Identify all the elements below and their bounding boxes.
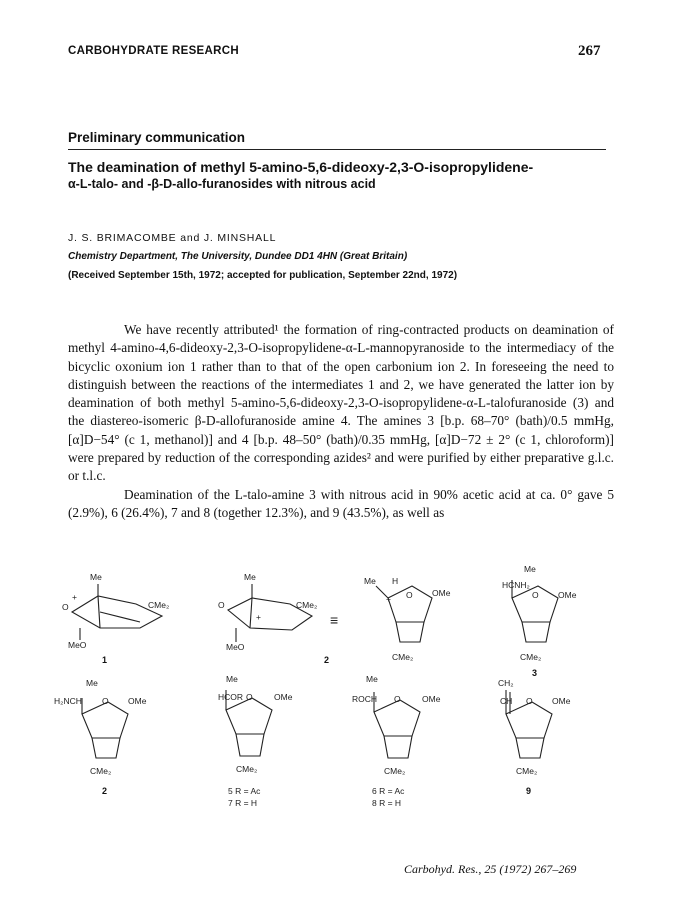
label-o-9: O [526,696,533,706]
label-ome-5: OMe [274,692,293,702]
label-o-1: O [62,602,69,612]
journal-name: CARBOHYDRATE RESEARCH [68,45,239,57]
structure-2b [376,586,432,642]
label-me-4: Me [86,678,98,688]
article-body [68,321,614,522]
structure-1 [72,584,162,640]
page-number: 267 [578,43,601,59]
label-roch-6: ROCH [352,694,378,704]
label-meo-1: MeO [68,640,87,650]
label-me-2b: Me [364,576,376,586]
label-plus-1: + [72,592,77,602]
article-title [68,159,608,193]
label-cme2-9: CMe₂ [516,766,538,776]
structure-4 [82,698,128,758]
label-h-2b: H [392,576,399,586]
paragraph-2: Deamination of the L-talo-amine 3 with nitrous acid in 90% acetic acid at ca. 0° gave 5 (2.9%), 6 (26.4%), 7 and 8 (together 12.3%), and 9 (43.5%), as well as [68,486,614,520]
section-divider [68,149,606,150]
citation-footer: Carbohyd. Res., 25 (1972) 267–269 [404,862,577,876]
title-line-2: α-L-talo- and -β-D-allo-furanosides with nitrous acid [68,177,376,191]
compound-number-9: 9 [526,786,532,796]
legend-6: 6 R = Ac [372,786,405,796]
legend-8: 8 R = H [372,798,402,808]
label-cme2-1: CMe₂ [148,600,170,610]
label-meo-2a: MeO [226,642,245,652]
compound-number-1: 1 [102,655,108,665]
received-dates: (Received September 15th, 1972; accepted for publication, September 22nd, 1972) [68,270,458,281]
label-o-2a: O [218,600,225,610]
label-cme2-3: CMe₂ [520,652,542,662]
label-hcnh2-3: HCNH₂ [502,580,530,590]
label-cme2-6: CMe₂ [384,766,406,776]
compound-number-4: 2 [102,786,108,796]
label-o-5: O [246,692,253,702]
label-me-2a: Me [244,572,256,582]
label-o-2b: O [406,590,413,600]
structure-2a [228,584,312,642]
label-o-3: O [532,590,539,600]
reaction-scheme [40,560,650,830]
label-o-4: O [102,696,109,706]
label-ch2-9: CH₂ [498,678,514,688]
label-o-6: O [394,694,401,704]
compound-number-3: 3 [532,668,538,678]
label-cme2-2a: CMe₂ [296,600,318,610]
compound-number-2: 2 [324,655,330,665]
label-ome-4: OMe [128,696,147,706]
authors: J. S. BRIMACOMBE and J. MINSHALL [68,232,277,244]
label-plus-2a: + [256,612,261,622]
label-plus-2b: + [386,594,391,604]
label-cme2-4: CMe₂ [90,766,112,776]
label-ome-9: OMe [552,696,571,706]
label-ch-9: CH [500,696,513,706]
label-me-6: Me [366,674,378,684]
equivalence-sign: ≡ [330,612,339,628]
section-label: Preliminary communication [68,130,246,145]
affiliation: Chemistry Department, The University, Dundee DD1 4HN (Great Britain) [68,251,408,262]
label-hcor-5: HCOR [218,692,244,702]
paragraph-1: We have recently attributed¹ the formation of ring-contracted products on deamination of methyl 4-amino-4,6-dideoxy-2,3-O-isopropylidene-α-L-mannopyranoside to the intermediacy of the bicyclic oxonium ion 1 rather than to that of the open carbonium ion 2. In foreseeing the need to distinguish between the reactions of the intermediates 1 and 2, we have generated the latter ion by deamination of both methyl 5-amino-5,6-dideoxy-2,3-O-isopropylidene-α-L-talofuranoside (3) and the diastereo-isomeric β-D-allofuranoside amine 4. The amines 3 [b.p. 68–70° (bath)/0.5 mmHg, [α]D−54° (c 1, methanol)] and 4 [b.p. 48–50° (bath)/0.35 mmHg, [α]D−72 ± 2° (c 1, chloroform)] were prepared by reduction of the corresponding azides² and were purified by either preparative g.l.c. or t.l.c. [68,322,614,484]
label-h2nch-4: H₂NCH [54,696,82,706]
legend-7: 7 R = H [228,798,258,808]
label-ome-2b: OMe [432,588,451,598]
label-cme2-2b: CMe₂ [392,652,414,662]
title-line-1: The deamination of methyl 5-amino-5,6-dideoxy-2,3-O-isopropylidene- [68,159,534,175]
label-ome-6: OMe [422,694,441,704]
label-cme2-5: CMe₂ [236,764,258,774]
label-me-5: Me [226,674,238,684]
legend-5: 5 R = Ac [228,786,261,796]
label-me-1: Me [90,572,102,582]
scheme-structures [40,560,650,830]
label-me-3: Me [524,564,536,574]
label-ome-3: OMe [558,590,577,600]
